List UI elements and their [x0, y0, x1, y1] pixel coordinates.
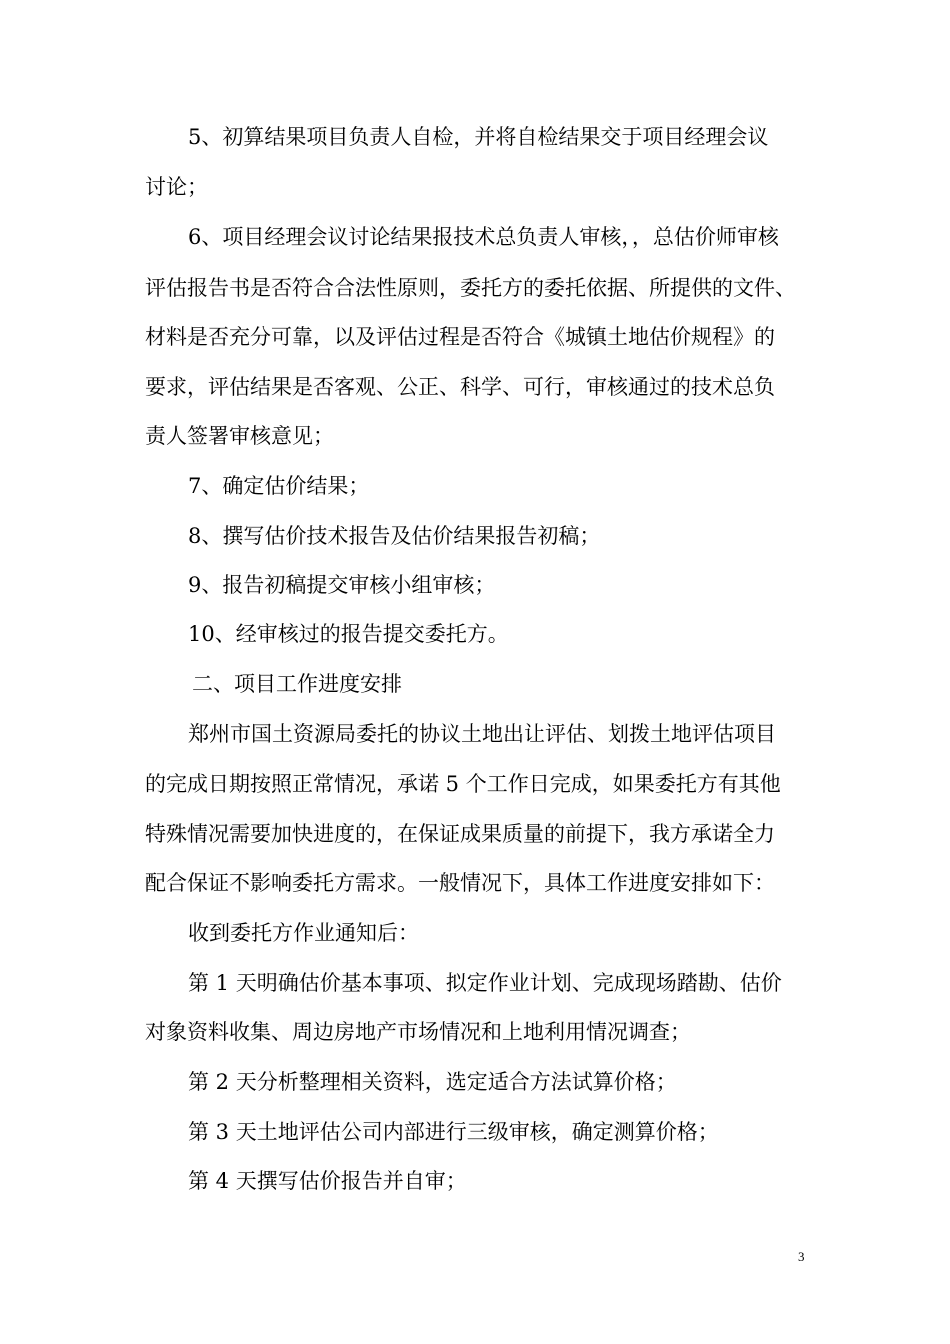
section-heading: 二、项目工作进度安排 — [192, 672, 402, 696]
paragraph-line: 责人签署审核意见； — [145, 424, 334, 448]
paragraph-line: 配合保证不影响委托方需求。一般情况下，具体工作进度安排如下： — [145, 871, 775, 895]
paragraph-line: 的完成日期按照正常情况，承诺 5 个工作日完成，如果委托方有其他 — [145, 772, 781, 796]
paragraph-line: 10、经审核过的报告提交委托方。 — [188, 622, 509, 646]
paragraph-line: 要求，评估结果是否客观、公正、科学、可行，审核通过的技术总负 — [145, 375, 775, 399]
paragraph-line: 讨论； — [145, 175, 208, 199]
paragraph-line: 5、初算结果项目负责人自检，并将自检结果交于项目经理会议 — [188, 125, 769, 149]
paragraph-line: 6、项目经理会议讨论结果报技术总负责人审核，，总估价师审核 — [188, 225, 779, 249]
paragraph-line: 第 4 天撰写估价报告并自审； — [188, 1169, 467, 1193]
paragraph-line: 郑州市国土资源局委托的协议土地出让评估、划拨土地评估项目 — [188, 722, 776, 746]
paragraph-line: 7、确定估价结果； — [188, 474, 370, 498]
paragraph-line: 对象资料收集、周边房地产市场情况和上地利用情况调查； — [145, 1020, 691, 1044]
paragraph-line: 第 2 天分析整理相关资料，选定适合方法试算价格； — [188, 1070, 677, 1094]
paragraph-line: 9、报告初稿提交审核小组审核； — [188, 573, 496, 597]
paragraph-line: 特殊情况需要加快进度的，在保证成果质量的前提下，我方承诺全力 — [145, 822, 775, 846]
page-number: 3 — [798, 1249, 805, 1264]
paragraph-line: 8、撰写估价技术报告及估价结果报告初稿； — [188, 524, 601, 548]
paragraph-line: 收到委托方作业通知后： — [188, 921, 419, 945]
paragraph-line: 评估报告书是否符合合法性原则，委托方的委托依据、所提供的文件、 — [145, 276, 796, 300]
paragraph-line: 材料是否充分可靠，以及评估过程是否符合《城镇土地估价规程》的 — [145, 325, 775, 349]
paragraph-line: 第 3 天土地评估公司内部进行三级审核，确定测算价格； — [188, 1120, 719, 1144]
paragraph-line: 第 1 天明确估价基本事项、拟定作业计划、完成现场踏勘、估价 — [188, 971, 782, 995]
